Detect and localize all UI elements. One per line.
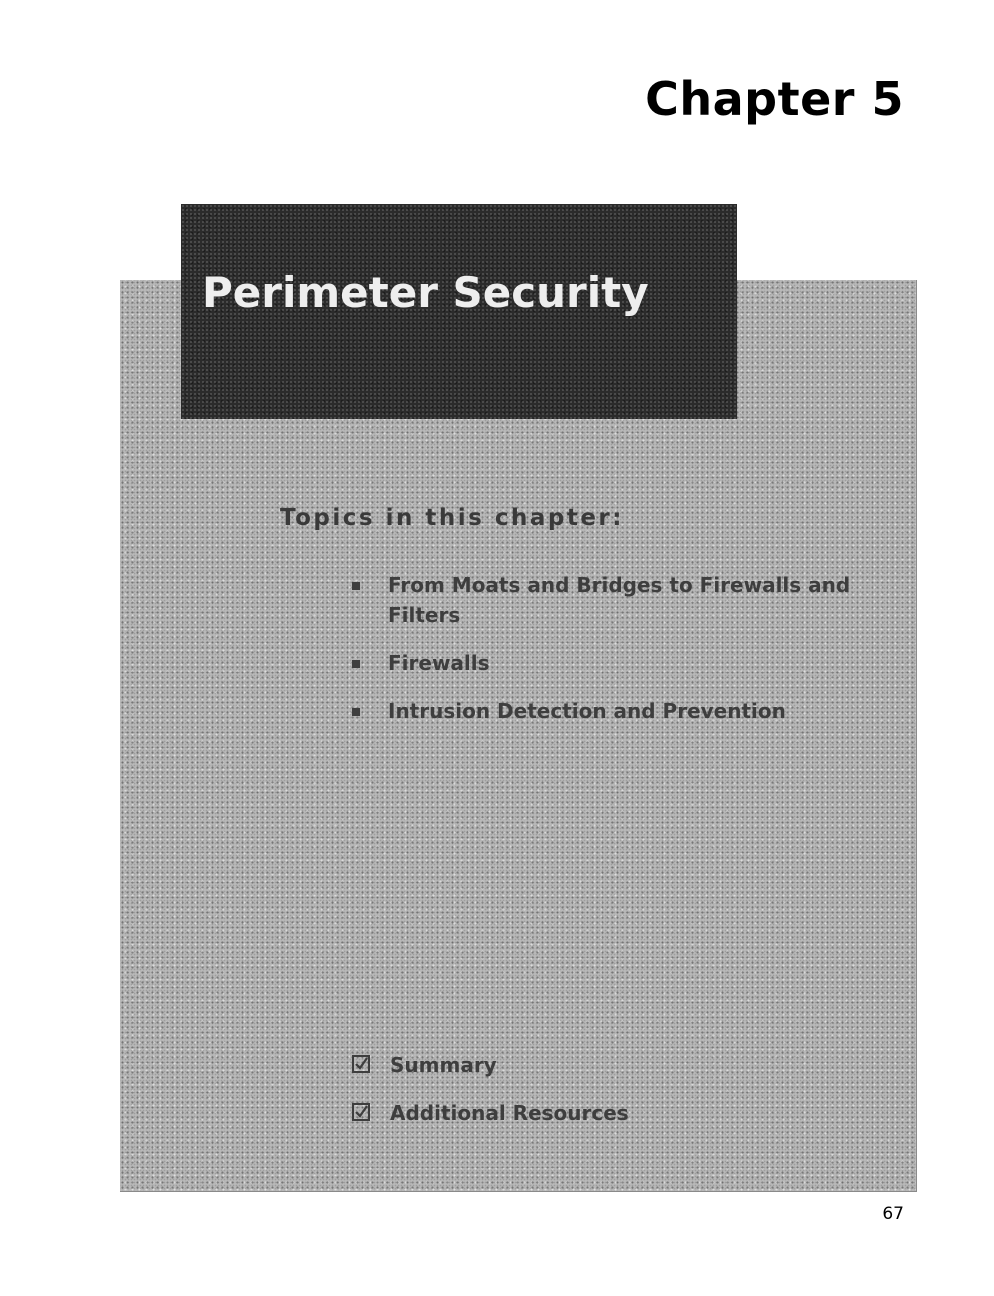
topic-item (346, 696, 886, 726)
topic-item-label: From Moats and Bridges to Firewalls and Filters (388, 573, 851, 627)
checklist-item-label: Summary (390, 1053, 497, 1077)
square-bullet-icon (352, 708, 360, 716)
topic-item-label: Firewalls (388, 651, 490, 675)
topic-item-label: Intrusion Detection and Prevention (388, 699, 786, 723)
square-bullet-icon (352, 582, 360, 590)
checkbox-checked-icon (352, 1103, 370, 1121)
topic-item (346, 648, 886, 678)
checkbox-checked-icon (352, 1055, 370, 1073)
topic-list (346, 570, 886, 744)
page-number: 67 (882, 1204, 904, 1224)
square-bullet-icon (352, 660, 360, 668)
checklist-item (352, 1050, 629, 1080)
topics-heading: Topics in this chapter: (280, 505, 624, 531)
chapter-title: Perimeter Security (202, 268, 649, 317)
checklist-item (352, 1098, 629, 1128)
checklist-item-label: Additional Resources (390, 1101, 629, 1125)
topic-item (346, 570, 886, 630)
checklist (352, 1050, 629, 1146)
chapter-label: Chapter 5 (645, 72, 904, 126)
